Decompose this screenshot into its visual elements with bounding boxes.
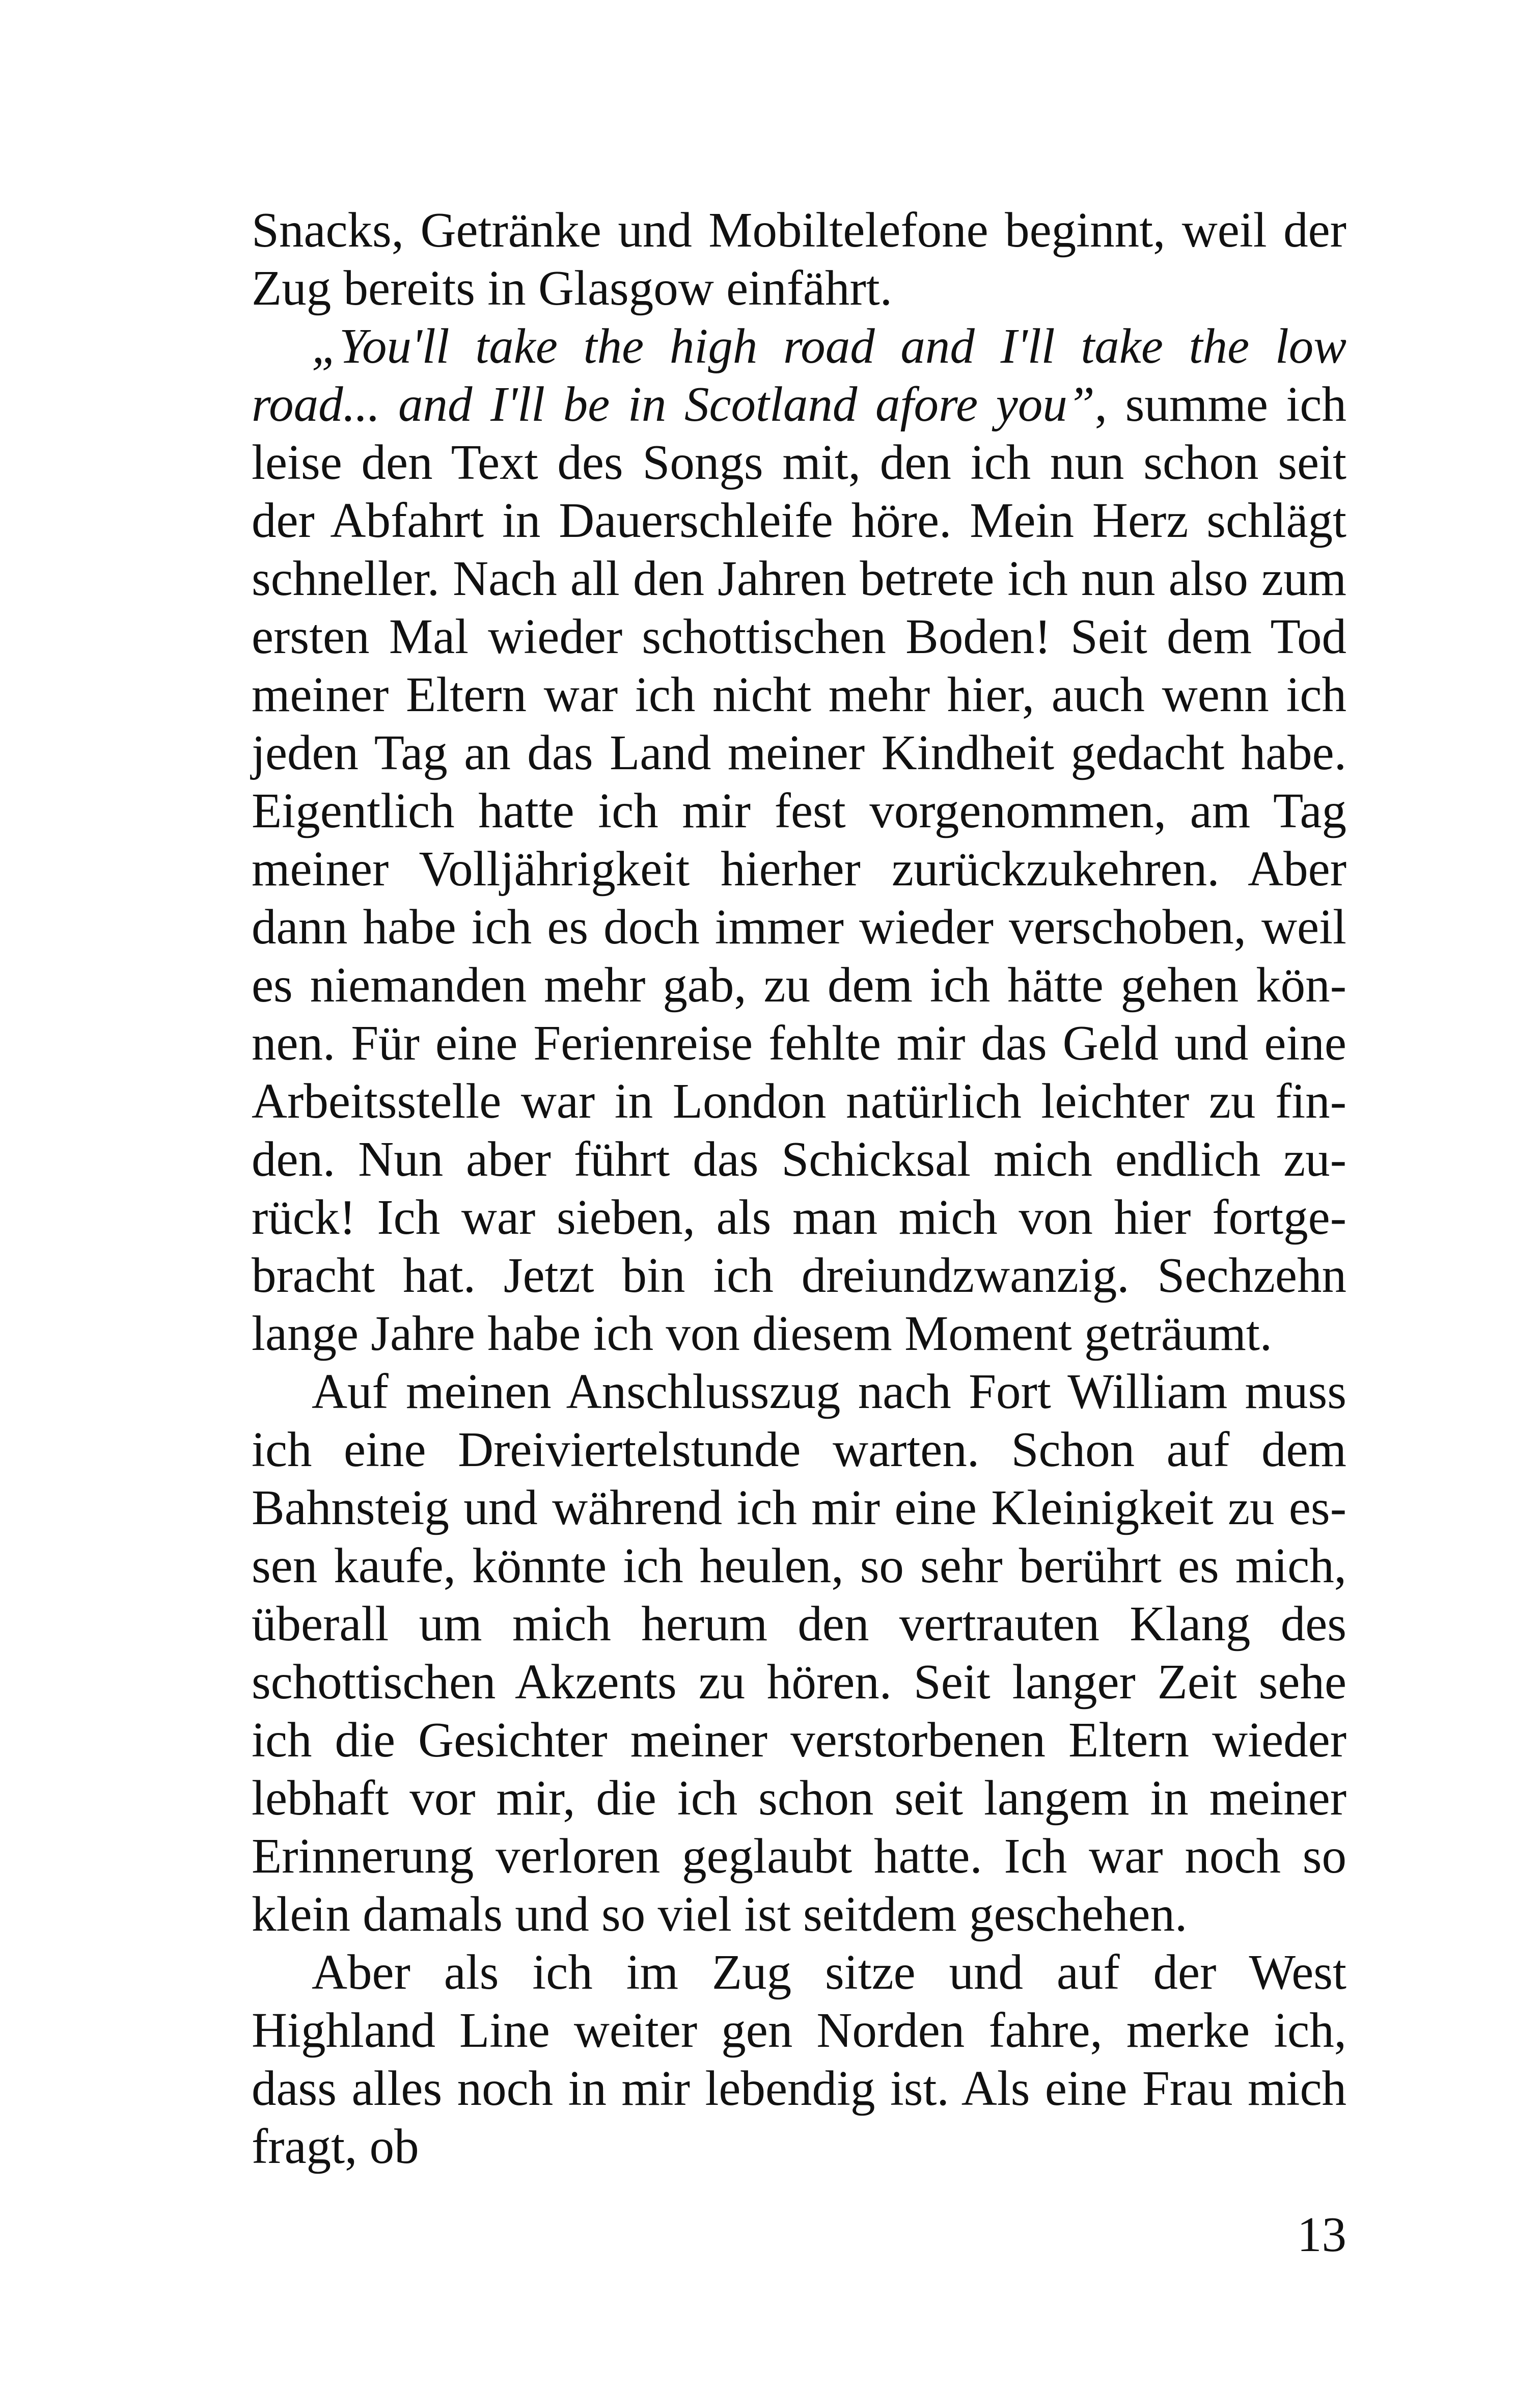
paragraph-1	[252, 201, 1346, 317]
page-number: 13	[1297, 2207, 1346, 2262]
song-quote: „You'll take the high road and I'll take the low road... and I'll be in Scotland afore you”	[252, 319, 1346, 431]
paragraph-4	[252, 1943, 1346, 2176]
paragraph-3	[252, 1363, 1346, 1943]
paragraph-2-text: , summe ich leise den Text des Songs mit, den ich nun schon seit der Abfahrt in Dauerschleife höre. Mein Herz schlägt schneller. Nach all den Jahren betrete ich nun also zum ersten Mal wieder schottischen Boden! Seit dem Tod meiner Eltern war ich nicht mehr hier, auch wenn ich jeden Tag an das Land meiner Kindheit gedacht habe. Eigentlich hatte ich mir fest vorgenommen, am Tag meiner Volljährigkeit hierher zurückzukehren. Aber dann habe ich es doch immer wieder verschoben, weil es niemanden mehr gab, zu dem ich hätte gehen können. Für eine Ferienreise fehlte mir das Geld und eine Arbeitsstelle war in London natürlich leichter zu finden. Nun aber führt das Schicksal mich endlich zurück! Ich war sieben, als man mich von hier fortgebracht hat. Jetzt bin ich dreiundzwanzig. Sechzehn lange Jahre habe ich von diesem Moment geträumt.	[252, 377, 1346, 1361]
paragraph-3-text: Auf meinen Anschlusszug nach Fort William muss ich eine Dreiviertelstunde warten. Schon auf dem Bahnsteig und während ich mir eine Kleinigkeit zu essen kaufe, könnte ich heulen, so sehr berührt es mich, überall um mich herum den vertrauten Klang des schottischen Akzents zu hören. Seit langer Zeit sehe ich die Gesichter meiner verstorbenen Eltern wieder lebhaft vor mir, die ich schon seit langem in meiner Erinnerung verloren geglaubt hatte. Ich war noch so klein damals und so viel ist seitdem geschehen.	[252, 1364, 1346, 1941]
paragraph-2	[252, 317, 1346, 1363]
paragraph-1-text: Snacks, Getränke und Mobiltelefone beginnt, weil der Zug bereits in Glasgow einfährt.	[252, 203, 1346, 315]
paragraph-4-text: Aber als ich im Zug sitze und auf der West Highland Line weiter gen Norden fahre, merke ich, dass alles noch in mir lebendig ist. Als eine Frau mich fragt, ob	[252, 1945, 1346, 2174]
body-text	[252, 201, 1346, 2176]
